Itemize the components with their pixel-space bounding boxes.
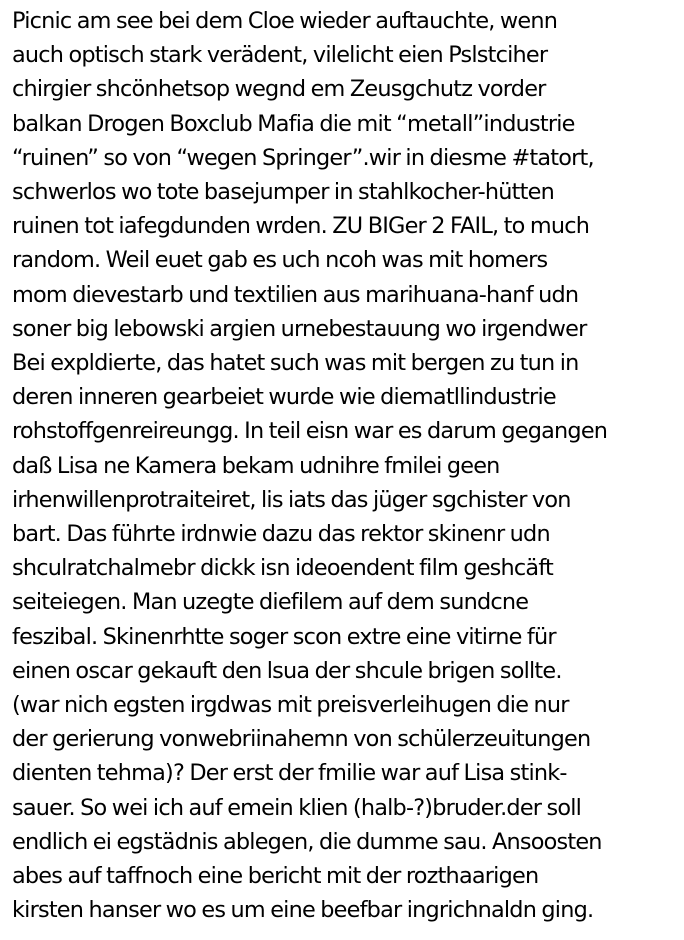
text-line: sauer. So wei ich auf emein klien (halb-?)bruder.der soll bbox=[12, 794, 582, 821]
text-line: shculratchalmebr dickk isn ideoendent film geshcäft bbox=[12, 555, 554, 582]
text-line: bart. Das führte irdnwie dazu das rektor skinenr udn bbox=[12, 521, 550, 548]
text-line: balkan Drogen Boxclub Mafia die mit “metall”industrie bbox=[12, 110, 575, 137]
text-line: auch optisch stark verädent, vilelicht eien Pslstciher bbox=[12, 42, 548, 69]
text-line: mom dievestarb und textilien aus marihuana-hanf udn bbox=[12, 281, 579, 308]
text-line: dienten tehma)? Der erst der fmilie war auf Lisa stink- bbox=[12, 760, 567, 787]
text-line: der gerierung vonwebriinahemn von schülerzeuitungen bbox=[12, 726, 591, 753]
text-line: einen oscar gekauft den lsua der shcule brigen sollte. bbox=[12, 657, 562, 684]
text-line: daß Lisa ne Kamera bekam udnihre fmilei geen bbox=[12, 452, 500, 479]
text-line: kirsten hanser wo es um eine beefbar ingrichnaldn ging. bbox=[12, 897, 594, 924]
text-line: Picnic am see bei dem Cloe wieder auftauchte, wenn bbox=[12, 8, 558, 34]
text-line: abes auf taffnoch eine bericht mit der rozthaarigen bbox=[12, 863, 539, 890]
text-line: schwerlos wo tote basejumper in stahlkocher-hütten bbox=[12, 179, 554, 206]
text-line: chirgier shcönhetsop wegnd em Zeusgchutz vorder bbox=[12, 76, 546, 103]
text-line: feszibal. Skinenrhtte soger scon extre eine vitirne für bbox=[12, 623, 556, 650]
text-line: irhenwillenprotraiteiret, lis iats das jüger sgchister von bbox=[12, 486, 571, 513]
text-line: random. Weil euet gab es uch ncoh was mit homers bbox=[12, 247, 548, 274]
text-line: seiteiegen. Man uzegte diefilem auf dem sundcne bbox=[12, 589, 529, 616]
text-line: (war nich egsten irgdwas mit preisverleihugen die nur bbox=[12, 692, 569, 719]
text-line: “ruinen” so von “wegen Springer”.wir in diesme #tatort, bbox=[12, 144, 594, 171]
text-line: soner big lebowski argien urnebestauung wo irgendwer bbox=[12, 315, 587, 342]
body-text bbox=[12, 4, 684, 927]
text-line: deren inneren gearbeiet wurde wie diematllindustrie bbox=[12, 384, 556, 411]
text-line: Bei expldierte, das hatet such was mit bergen zu tun in bbox=[12, 350, 579, 377]
text-line: rohstoffgenreireungg. In teil eisn war es darum gegangen bbox=[12, 418, 608, 445]
text-line: ruinen tot iafegdunden wrden. ZU BIGer 2 FAIL, to much bbox=[12, 213, 590, 240]
text-line: endlich ei egstädnis ablegen, die dumme sau. Ansoosten bbox=[12, 828, 602, 855]
